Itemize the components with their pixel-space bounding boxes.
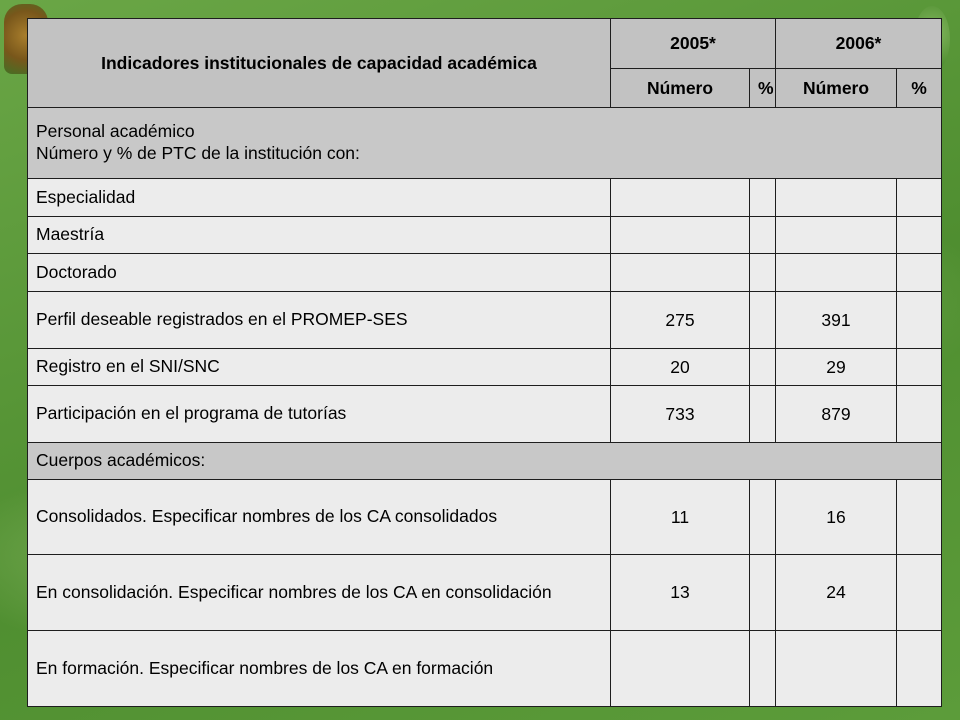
value-2005-pct — [750, 555, 776, 631]
table-row — [28, 631, 942, 707]
indicator-label: Maestría — [28, 217, 611, 254]
value-2005-numero: 275 — [611, 292, 750, 349]
value-2005-pct — [750, 349, 776, 386]
value-2005-numero: 13 — [611, 555, 750, 631]
value-2005-pct — [750, 292, 776, 349]
table-row — [28, 179, 942, 217]
value-2006-numero: 391 — [776, 292, 897, 349]
indicator-label: Registro en el SNI/SNC — [28, 349, 611, 386]
value-2005-pct — [750, 386, 776, 443]
indicators-table — [27, 18, 942, 707]
value-2006-pct — [897, 480, 942, 555]
value-2006-numero: 16 — [776, 480, 897, 555]
indicator-label: Doctorado — [28, 254, 611, 292]
value-2005-numero — [611, 631, 750, 707]
value-2006-numero — [776, 254, 897, 292]
value-2006-pct — [897, 179, 942, 217]
value-2005-numero — [611, 179, 750, 217]
table-row — [28, 349, 942, 386]
value-2006-numero: 24 — [776, 555, 897, 631]
value-2005-pct — [750, 179, 776, 217]
indicator-label: En consolidación. Especificar nombres de los CA en consolidación — [28, 555, 611, 631]
indicator-label: Perfil deseable registrados en el PROMEP-SES — [28, 292, 611, 349]
value-2005-pct — [750, 217, 776, 254]
section-cuerpos-academicos: Cuerpos académicos: — [28, 443, 942, 480]
section-personal-subtitle: Número y % de PTC de la institución con: — [36, 143, 360, 163]
value-2005-numero — [611, 254, 750, 292]
table-title-cell: Indicadores institucionales de capacidad académica — [28, 19, 611, 108]
indicator-label: En formación. Especificar nombres de los CA en formación — [28, 631, 611, 707]
pct-2006-header: % — [897, 69, 942, 108]
value-2006-numero — [776, 631, 897, 707]
value-2006-pct — [897, 386, 942, 443]
value-2005-numero: 20 — [611, 349, 750, 386]
value-2006-pct — [897, 349, 942, 386]
value-2006-pct — [897, 292, 942, 349]
table-row — [28, 480, 942, 555]
value-2005-numero — [611, 217, 750, 254]
value-2006-numero: 29 — [776, 349, 897, 386]
value-2005-pct — [750, 480, 776, 555]
value-2006-pct — [897, 254, 942, 292]
table-row — [28, 555, 942, 631]
value-2006-pct — [897, 631, 942, 707]
table-row — [28, 292, 942, 349]
value-2006-pct — [897, 555, 942, 631]
year-2005-header: 2005* — [611, 19, 776, 69]
value-2005-numero: 11 — [611, 480, 750, 555]
indicator-label: Consolidados. Especificar nombres de los CA consolidados — [28, 480, 611, 555]
section-personal-academico — [28, 108, 942, 179]
value-2005-numero: 733 — [611, 386, 750, 443]
value-2006-pct — [897, 217, 942, 254]
table-row — [28, 386, 942, 443]
table-row — [28, 254, 942, 292]
indicator-label: Participación en el programa de tutorías — [28, 386, 611, 443]
value-2005-pct — [750, 631, 776, 707]
numero-2006-header: Número — [776, 69, 897, 108]
numero-2005-header: Número — [611, 69, 750, 108]
value-2006-numero: 879 — [776, 386, 897, 443]
table-row — [28, 217, 942, 254]
indicator-label: Especialidad — [28, 179, 611, 217]
section-personal-title: Personal académico — [36, 121, 195, 142]
value-2005-pct — [750, 254, 776, 292]
value-2006-numero — [776, 179, 897, 217]
value-2006-numero — [776, 217, 897, 254]
year-2006-header: 2006* — [776, 19, 942, 69]
pct-2005-header: % — [750, 69, 776, 108]
